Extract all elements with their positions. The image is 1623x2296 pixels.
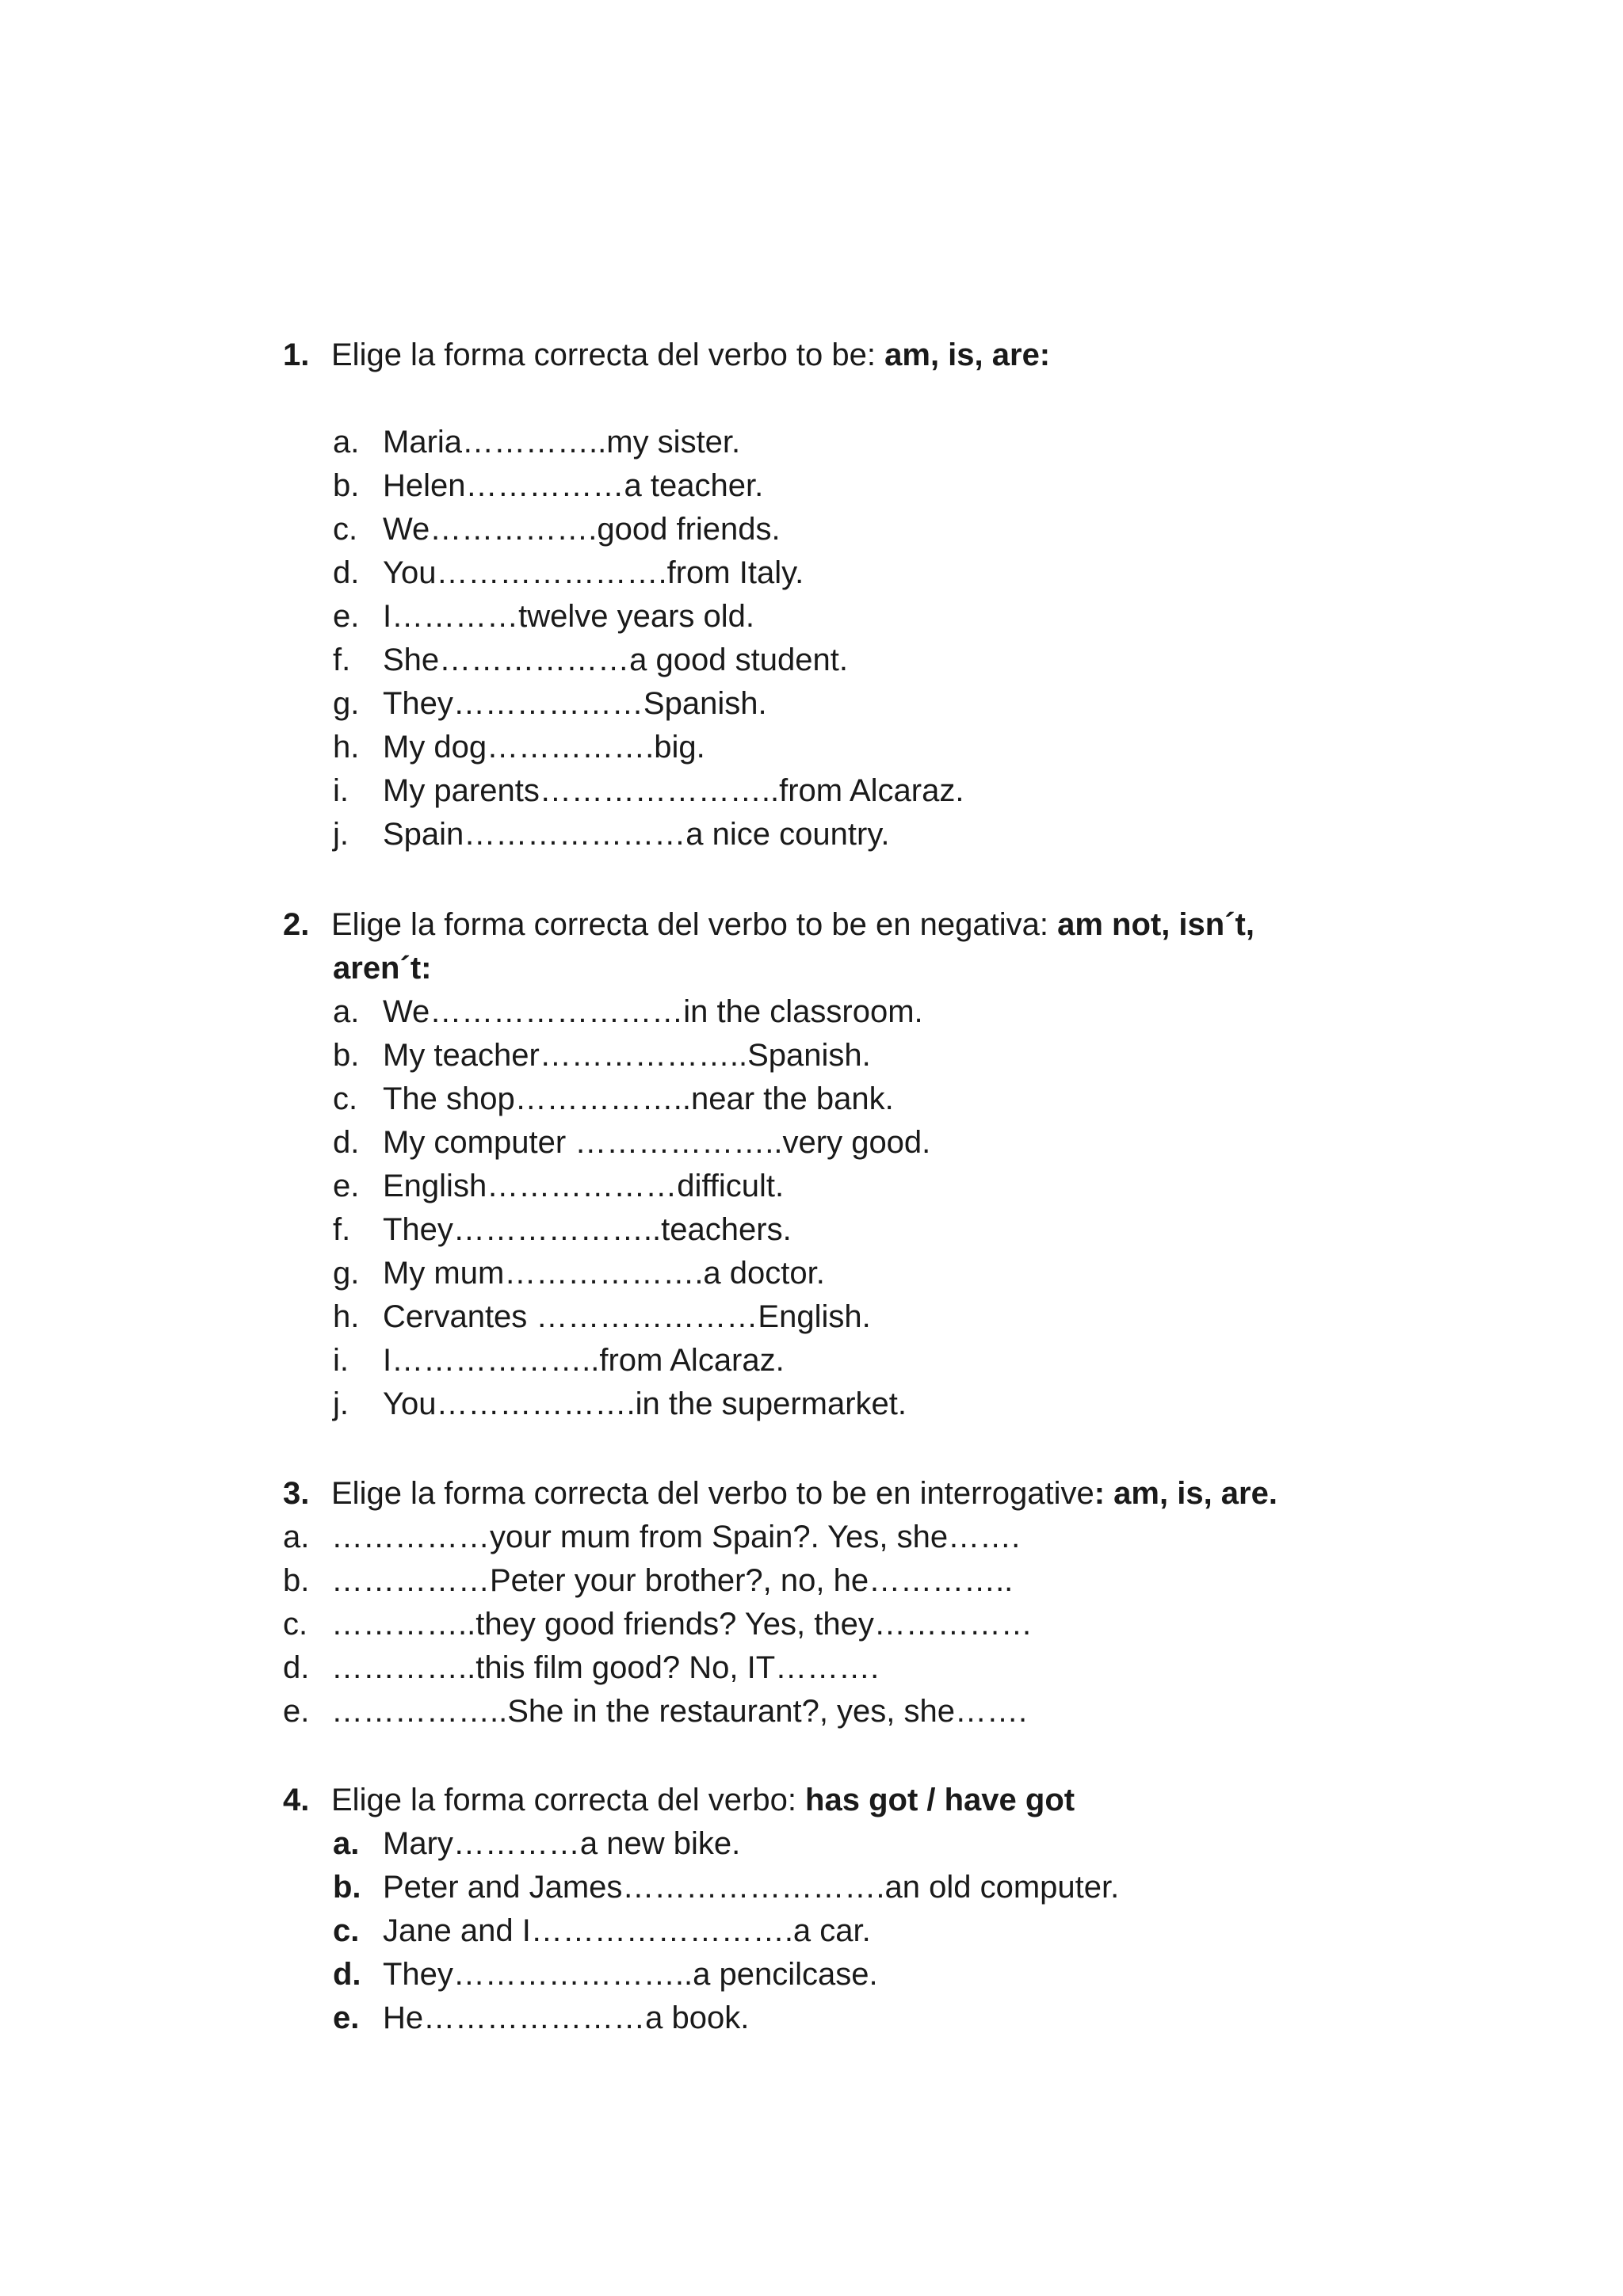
- section-instruction: Elige la forma correcta del verbo to be en negativa: am not, isn´t,: [331, 907, 1254, 942]
- worksheet-page: 1. Elige la forma correcta del verbo to be: am, is, are: a. Maria…………..my sister. b. Helen……………a teacher. c. We…………….good friends. d. You………………….from Italy. e. I…………twelve years old. f. She………………a good student. g. They………………Spanish. h. My dog…………….big. i. My parents…………………..from Alcaraz. j. Spain…………………a nice country. 2. Elige la forma correcta del verbo to be en negativa: am not, isn´t, aren´t: a. We……………………in the classroom. b. My teacher………………..Spanish. c. The shop……………..near the bank. d. My computer ………………..very good. e. English………………difficult. f. They………………..teachers. g. My mum……………….a doctor. h. Cervantes …………………English. i. I………………..from Alcaraz. j. You……………….in the supermarket. 3. Elige la forma correcta del verbo to be en interrogative: am, is, are. a. ……………your mum from Spain?. Yes, she……. b. ……………Peter your brother?, no, he………….. c. …………..they good friends? Yes, they…………… d. …………..this film good? No, IT………. e. ……………..She in the restaurant?, yes, she……. 4. Elige la forma correcta del verbo: has got / have got a. Mary…………a new bike. b. Peter and James…………………….an old computer. c. Jane and I…………………….a car. d. They…………………..a pencilcase. e. He…………………a book.: [283, 338, 1277, 2035]
- section-number: 2.: [283, 907, 310, 942]
- section-instruction: Elige la forma correcta del verbo: has got / have got: [331, 1783, 1075, 1817]
- section-number: 4.: [283, 1783, 310, 1817]
- section-number: 3.: [283, 1476, 310, 1511]
- section-instruction: Elige la forma correcta del verbo to be en interrogative: am, is, are.: [331, 1476, 1277, 1511]
- section-number: 1.: [283, 338, 310, 372]
- section-instruction: Elige la forma correcta del verbo to be: am, is, are:: [331, 338, 1051, 372]
